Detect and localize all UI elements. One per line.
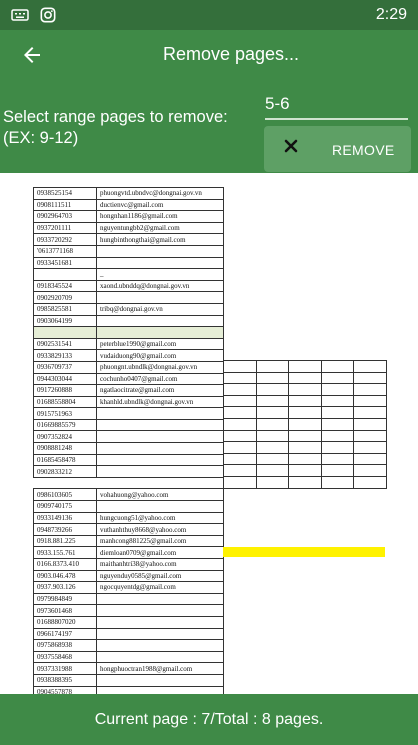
email-cell	[97, 315, 224, 327]
email-cell: khanhld.ubndlk@dongnai.gov.vn	[97, 396, 224, 408]
grid-cell	[224, 430, 257, 442]
grid-cell	[289, 465, 322, 477]
email-cell	[97, 419, 224, 431]
email-cell: tribq@dongnai.gov.vn	[97, 303, 224, 315]
phone-cell: 0903064199	[34, 315, 97, 327]
phone-cell: 0907352824	[34, 431, 97, 443]
table-row	[34, 245, 224, 257]
range-prompt	[3, 107, 243, 149]
table-row	[34, 396, 224, 408]
table-row	[34, 443, 224, 455]
phone-cell: 0915751963	[34, 408, 97, 420]
email-cell	[97, 466, 224, 478]
grid-cell	[354, 442, 387, 454]
grid-cell	[354, 430, 387, 442]
grid-cell	[224, 372, 257, 384]
table-row	[34, 338, 224, 350]
phone-cell: 0908111511	[34, 199, 97, 211]
grid-cell	[256, 361, 289, 373]
email-cell: vohahuong@yahoo.com	[97, 489, 224, 501]
grid-cell	[321, 453, 354, 465]
keyboard-icon	[11, 7, 29, 23]
phone-cell: 0908881248	[34, 443, 97, 455]
page-preview[interactable]	[0, 173, 418, 694]
grid-cell	[321, 384, 354, 396]
table-row	[34, 361, 224, 373]
email-cell: ngocquyentdg@gmail.com	[97, 582, 224, 594]
grid-cell	[224, 361, 257, 373]
email-cell: hongphuoctran1988@gmail.com	[97, 663, 224, 675]
table-row	[34, 605, 224, 617]
grid-cell	[289, 407, 322, 419]
email-cell	[97, 408, 224, 420]
phone-cell: 0918345524	[34, 280, 97, 292]
phone-cell: 0909740175	[34, 501, 97, 513]
grid-row	[224, 453, 387, 465]
phone-cell: 0938525154	[34, 188, 97, 200]
email-cell	[97, 327, 224, 339]
grid-cell	[289, 453, 322, 465]
phone-cell: 0933149136	[34, 512, 97, 524]
phone-cell: 0986103605	[34, 489, 97, 501]
phone-cell: 0937558468	[34, 651, 97, 663]
email-cell: hungcuong51@yahoo.com	[97, 512, 224, 524]
phone-cell: 01688807020	[34, 616, 97, 628]
grid-cell	[289, 418, 322, 430]
range-prompt-line1: Select range pages to remove:	[3, 108, 228, 126]
remove-range-panel	[0, 80, 418, 173]
email-cell: _	[97, 269, 224, 281]
email-cell: nguyenduy0585@gmail.com	[97, 570, 224, 582]
table-row	[34, 280, 224, 292]
phone-cell: 0966174197	[34, 628, 97, 640]
table-row	[34, 489, 224, 501]
phone-cell: 0937.903.126	[34, 582, 97, 594]
email-cell: manhcong881225@gmail.com	[97, 535, 224, 547]
page-info-bar	[0, 694, 418, 745]
phone-cell: 0938388395	[34, 674, 97, 686]
table-row	[34, 350, 224, 362]
grid-row	[224, 442, 387, 454]
phone-cell: 0904557878	[34, 686, 97, 694]
email-cell	[97, 628, 224, 640]
grid-cell	[354, 395, 387, 407]
phone-cell: 0917260888	[34, 385, 97, 397]
grid-cell	[289, 476, 322, 488]
grid-row	[224, 395, 387, 407]
grid-cell	[354, 453, 387, 465]
email-cell: vuthanhthuy8668@yahoo.com	[97, 524, 224, 536]
email-cell: hungbinthongthai@gmail.com	[97, 234, 224, 246]
table-row	[34, 535, 224, 547]
phone-cell: 0985825581	[34, 303, 97, 315]
status-bar	[0, 0, 418, 30]
table-row	[34, 582, 224, 594]
grid-cell	[256, 407, 289, 419]
grid-cell	[321, 442, 354, 454]
email-cell: phuongvtd.ubndvc@dongnai.gov.vn	[97, 188, 224, 200]
range-prompt-example: (EX: 9-12)	[3, 129, 79, 147]
email-cell	[97, 640, 224, 652]
grid-cell	[256, 442, 289, 454]
document-page	[33, 187, 224, 694]
table-row	[34, 674, 224, 686]
grid-cell	[354, 476, 387, 488]
table-row	[34, 211, 224, 223]
phone-cell: 0933720292	[34, 234, 97, 246]
grid-row	[224, 430, 387, 442]
email-cell: hongnhan1186@gmail.com	[97, 211, 224, 223]
table-row	[34, 616, 224, 628]
email-cell	[97, 257, 224, 269]
instagram-icon	[39, 7, 57, 23]
grid-cell	[354, 465, 387, 477]
table-row	[34, 188, 224, 200]
table-row	[34, 454, 224, 466]
phone-cell: 0918.881.225	[34, 535, 97, 547]
table-row	[34, 327, 224, 339]
phone-cell: 0166.8373.410	[34, 559, 97, 571]
grid-cell	[224, 465, 257, 477]
grid-cell	[289, 361, 322, 373]
grid-cell	[256, 395, 289, 407]
table-row	[34, 419, 224, 431]
contact-table	[33, 187, 224, 694]
email-cell	[97, 674, 224, 686]
grid-cell	[256, 453, 289, 465]
table-row	[34, 477, 224, 489]
phone-cell: 0902833212	[34, 466, 97, 478]
table-row	[34, 234, 224, 246]
table-row	[34, 257, 224, 269]
email-cell	[97, 605, 224, 617]
email-cell	[97, 443, 224, 455]
email-cell	[97, 454, 224, 466]
grid-cell	[321, 407, 354, 419]
grid-row	[224, 361, 387, 373]
status-time: 2:29	[375, 6, 407, 23]
table-row	[34, 408, 224, 420]
grid-cell	[354, 407, 387, 419]
table-row	[34, 501, 224, 513]
grid-cell	[321, 372, 354, 384]
grid-row	[224, 476, 387, 488]
grid-cell	[256, 384, 289, 396]
grid-cell	[354, 384, 387, 396]
email-cell	[97, 651, 224, 663]
table-row	[34, 651, 224, 663]
table-row	[34, 593, 224, 605]
table-row	[34, 524, 224, 536]
phone-cell: 0944303044	[34, 373, 97, 385]
page-title: Remove pages...	[162, 44, 300, 64]
grid-cell	[224, 407, 257, 419]
grid-cell	[289, 430, 322, 442]
phone-cell: 0933829133	[34, 350, 97, 362]
table-row	[34, 686, 224, 694]
phone-cell: 01685458478	[34, 454, 97, 466]
grid-cell	[321, 476, 354, 488]
empty-grid	[223, 360, 387, 489]
phone-cell: 0937331988	[34, 663, 97, 675]
email-cell: diemloan0709@gmail.com	[97, 547, 224, 559]
table-row	[34, 222, 224, 234]
table-row	[34, 315, 224, 327]
phone-cell: 0936709737	[34, 361, 97, 373]
email-cell: ductienvc@gmail.com	[97, 199, 224, 211]
close-icon	[284, 139, 298, 153]
grid-cell	[289, 384, 322, 396]
phone-cell: 0903.046.478	[34, 570, 97, 582]
grid-cell	[256, 372, 289, 384]
table-row	[34, 559, 224, 571]
grid-cell	[321, 361, 354, 373]
table-row	[34, 269, 224, 281]
phone-cell: 0975868938	[34, 640, 97, 652]
grid-row	[224, 418, 387, 430]
grid-cell	[224, 384, 257, 396]
table-row	[34, 640, 224, 652]
table-row	[34, 663, 224, 675]
phone-cell: 0979984849	[34, 593, 97, 605]
table-row	[34, 512, 224, 524]
grid-cell	[224, 453, 257, 465]
email-cell	[97, 686, 224, 694]
email-cell: vudaiduong90@gmail.com	[97, 350, 224, 362]
phone-cell: 0902531541	[34, 338, 97, 350]
grid-row	[224, 407, 387, 419]
grid-cell	[354, 372, 387, 384]
grid-cell	[256, 430, 289, 442]
email-cell: maithanhtri38@yahoo.com	[97, 559, 224, 571]
phone-cell: 0902920709	[34, 292, 97, 304]
phone-cell: 0933451681	[34, 257, 97, 269]
grid-row	[224, 372, 387, 384]
table-row	[34, 373, 224, 385]
grid-row	[224, 384, 387, 396]
grid-cell	[289, 395, 322, 407]
grid-cell	[256, 476, 289, 488]
table-row	[34, 303, 224, 315]
grid-cell	[256, 465, 289, 477]
email-cell	[97, 477, 224, 489]
email-cell	[97, 501, 224, 513]
phone-cell	[34, 269, 97, 281]
phone-cell: 0902964703	[34, 211, 97, 223]
phone-cell: 0933.155.761	[34, 547, 97, 559]
page-info-text: Current page : 7/Total : 8 pages.	[94, 711, 324, 728]
phone-cell: 0937201111	[34, 222, 97, 234]
grid-cell	[224, 476, 257, 488]
grid-cell	[289, 372, 322, 384]
phone-cell: 0948739266	[34, 524, 97, 536]
email-cell: cochunho0407@gmail.com	[97, 373, 224, 385]
email-cell	[97, 245, 224, 257]
phone-cell: 01688558804	[34, 396, 97, 408]
email-cell: peterblue1990@gmail.com	[97, 338, 224, 350]
phone-cell: 01669885579	[34, 419, 97, 431]
grid-cell	[321, 418, 354, 430]
table-row	[34, 547, 224, 559]
remove-button[interactable]	[264, 126, 411, 172]
table-row	[34, 385, 224, 397]
email-cell	[97, 431, 224, 443]
app-bar	[0, 30, 418, 80]
grid-row	[224, 465, 387, 477]
phone-cell: 0973601468	[34, 605, 97, 617]
table-row	[34, 628, 224, 640]
grid-cell	[224, 418, 257, 430]
email-cell	[97, 593, 224, 605]
remove-button-label: REMOVE	[332, 142, 395, 158]
grid-cell	[224, 395, 257, 407]
table-row	[34, 292, 224, 304]
grid-cell	[289, 442, 322, 454]
grid-cell	[256, 418, 289, 430]
grid-cell	[224, 442, 257, 454]
table-row	[34, 199, 224, 211]
highlighted-cell	[223, 547, 385, 557]
email-cell	[97, 616, 224, 628]
phone-cell	[34, 477, 97, 489]
phone-cell: '0613771168	[34, 245, 97, 257]
page-range-input[interactable]	[265, 90, 408, 120]
grid-cell	[321, 430, 354, 442]
email-cell	[97, 292, 224, 304]
table-row	[34, 466, 224, 478]
table-row	[34, 431, 224, 443]
grid-cell	[354, 361, 387, 373]
email-cell: phuongnt.ubndlk@dongnai.gov.vn	[97, 361, 224, 373]
phone-cell	[34, 327, 97, 339]
grid-cell	[321, 465, 354, 477]
table-row	[34, 570, 224, 582]
email-cell: xaond.ubnddq@dongnai.gov.vn	[97, 280, 224, 292]
email-cell: nguyentungbb2@gmail.com	[97, 222, 224, 234]
email-cell: ngatlaocitrate@gmail.com	[97, 385, 224, 397]
grid-cell	[321, 395, 354, 407]
grid-cell	[354, 418, 387, 430]
